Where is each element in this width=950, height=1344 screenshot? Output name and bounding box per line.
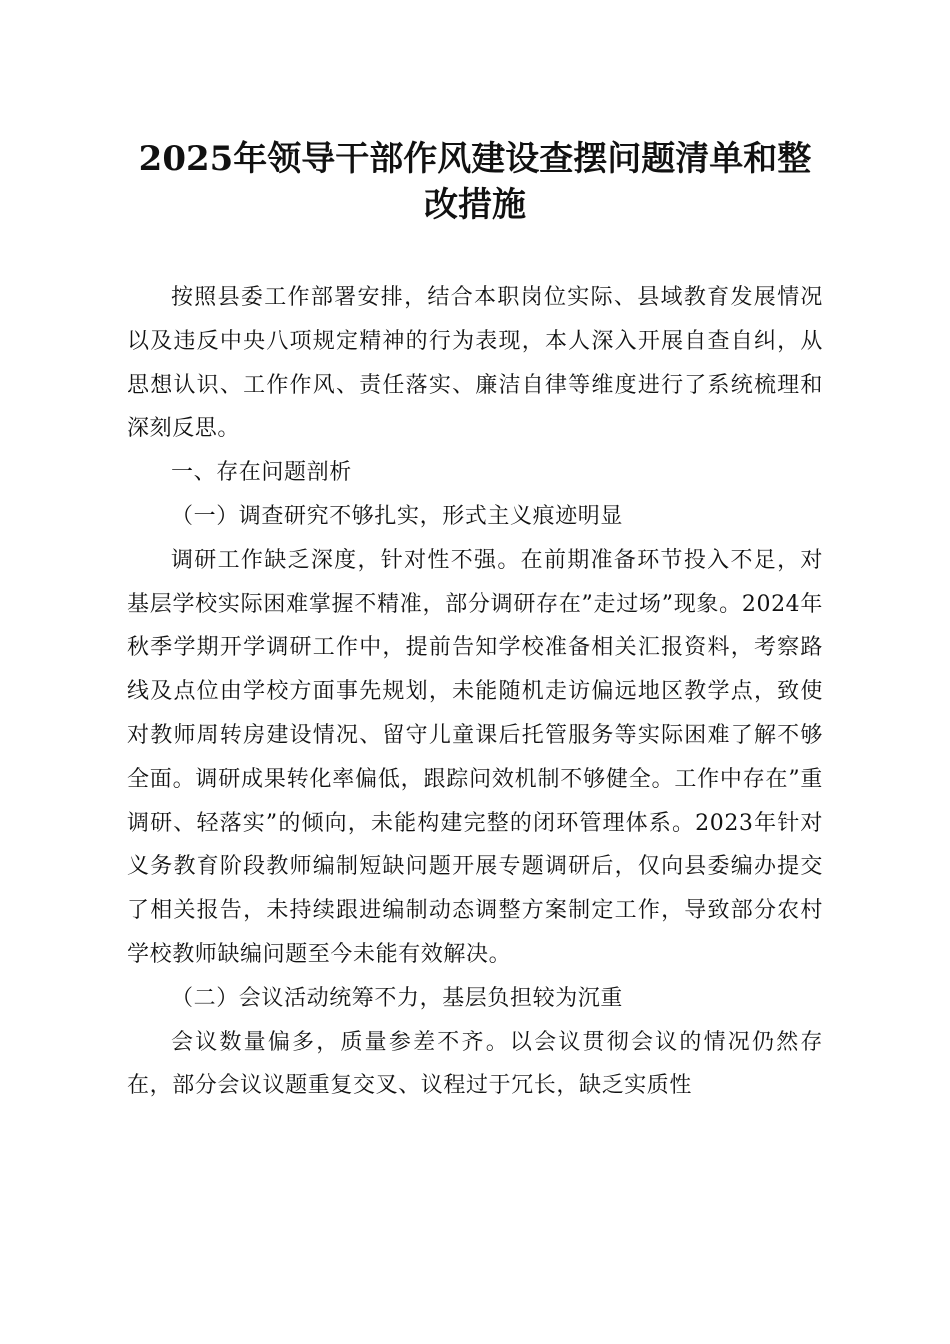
title-line-2: 改措施 <box>424 185 526 225</box>
subsection-paragraph-2: 会议数量偏多，质量参差不齐。以会议贯彻会议的情况仍然存在，部分会议议题重复交叉、议程过于冗长，缺乏实质性 <box>127 1029 823 1099</box>
document-body <box>127 276 823 1108</box>
intro-paragraph: 按照县委工作部署安排，结合本职岗位实际、县域教育发展情况以及违反中央八项规定精神的行为表现，本人深入开展自查自纠，从思想认识、工作作风、责任落实、廉洁自律等维度进行了系统梳理和深刻反思。 <box>127 285 823 442</box>
subsection-heading-2: （二）会议活动统筹不力，基层负担较为沉重 <box>171 985 624 1011</box>
title-line-1: 2025年领导干部作风建设查摆问题清单和整 <box>138 139 812 179</box>
subsection-paragraph-1: 调研工作缺乏深度，针对性不强。在前期准备环节投入不足，对基层学校实际困难掌握不精准，部分调研存在”走过场”现象。2024年秋季学期开学调研工作中，提前告知学校准备相关汇报资料，考察路线及点位由学校方面事先规划，未能随机走访偏远地区教学点，致使对教师周转房建设情况、留守儿童课后托管服务等实际困难了解不够全面。调研成果转化率偏低，跟踪问效机制不够健全。工作中存在”重调研、轻落实”的倾向，未能构建完整的闭环管理体系。2023年针对义务教育阶段教师编制短缺问题开展专题调研后，仅向县委编办提交了相关报告，未持续跟进编制动态调整方案制定工作，导致部分农村学校教师缺编问题至今未能有效解决。 <box>127 547 823 967</box>
subsection-heading-1: （一）调查研究不够扎实，形式主义痕迹明显 <box>171 503 624 529</box>
document-title <box>120 136 830 228</box>
section-heading: 一、存在问题剖析 <box>171 460 352 486</box>
